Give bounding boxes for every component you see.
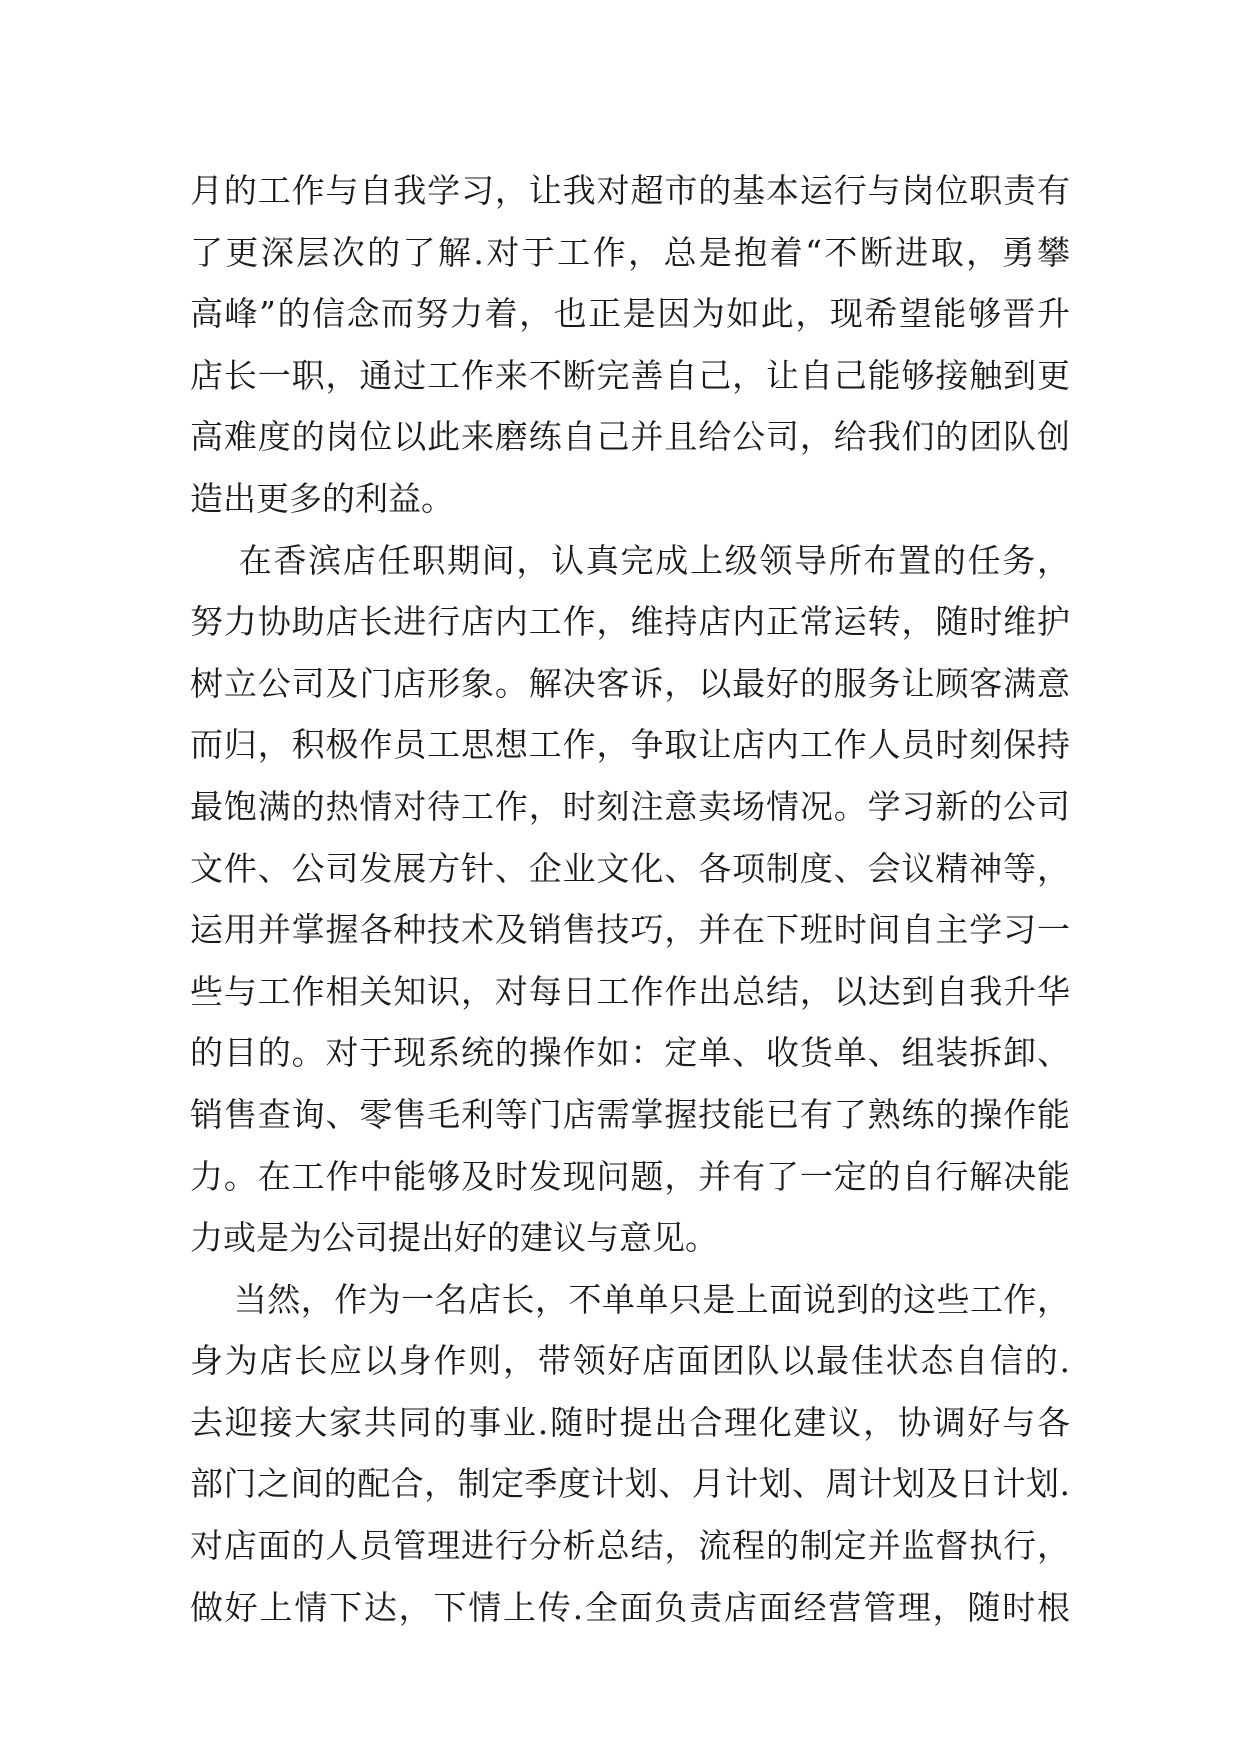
text-line: 做好上情下达，下情上传.全面负责店面经营管理，随时根 <box>190 1587 1070 1627</box>
text-line: 些与工作相关知识，对每日工作作出总结，以达到自我升华 <box>190 971 1070 1011</box>
paragraph-3 <box>190 1269 1070 1639</box>
text-line: 力或是为公司提出好的建议与意见。 <box>190 1218 718 1258</box>
text-line: 力。在工作中能够及时发现问题，并有了一定的自行解决能 <box>190 1156 1070 1196</box>
text-line: 店长一职，通过工作来不断完善自己，让自己能够接触到更 <box>190 355 1070 395</box>
text-line: 树立公司及门店形象。解决客诉，以最好的服务让顾客满意 <box>190 663 1070 703</box>
text-line: 了更深层次的了解.对于工作，总是抱着“不断进取，勇攀 <box>190 232 1070 272</box>
text-line: 文件、公司发展方针、企业文化、各项制度、会议精神等， <box>190 848 1070 888</box>
text-line: 在香滨店任职期间，认真完成上级领导所布置的任务， <box>190 540 1070 580</box>
document-body <box>190 160 1070 1638</box>
text-line: 身为店长应以身作则，带领好店面团队以最佳状态自信的. <box>190 1341 1070 1381</box>
text-line: 最饱满的热情对待工作，时刻注意卖场情况。学习新的公司 <box>190 786 1070 826</box>
text-line: 部门之间的配合，制定季度计划、月计划、周计划及日计划. <box>190 1464 1070 1504</box>
text-line: 月的工作与自我学习，让我对超市的基本运行与岗位职责有 <box>190 171 1070 210</box>
text-line: 对店面的人员管理进行分析总结，流程的制定并监督执行， <box>190 1526 1070 1566</box>
text-line: 运用并掌握各种技术及销售技巧，并在下班时间自主学习一 <box>190 910 1070 950</box>
paragraph-2 <box>190 530 1070 1269</box>
paragraph-1 <box>190 160 1070 530</box>
text-line: 高难度的岗位以此来磨练自己并且给公司，给我们的团队创 <box>190 417 1070 457</box>
text-line: 而归，积极作员工思想工作，争取让店内工作人员时刻保持 <box>190 725 1070 765</box>
text-line: 当然，作为一名店长，不单单只是上面说到的这些工作， <box>190 1279 1070 1319</box>
text-line: 的目的。对于现系统的操作如：定单、收货单、组装拆卸、 <box>190 1033 1070 1073</box>
text-line: 造出更多的利益。 <box>190 478 454 518</box>
text-line: 销售查询、零售毛利等门店需掌握技能已有了熟练的操作能 <box>190 1094 1070 1134</box>
text-line: 去迎接大家共同的事业.随时提出合理化建议，协调好与各 <box>190 1402 1070 1442</box>
text-line: 高峰”的信念而努力着，也正是因为如此，现希望能够晋升 <box>190 294 1070 334</box>
text-line: 努力协助店长进行店内工作，维持店内正常运转，随时维护 <box>190 602 1070 642</box>
